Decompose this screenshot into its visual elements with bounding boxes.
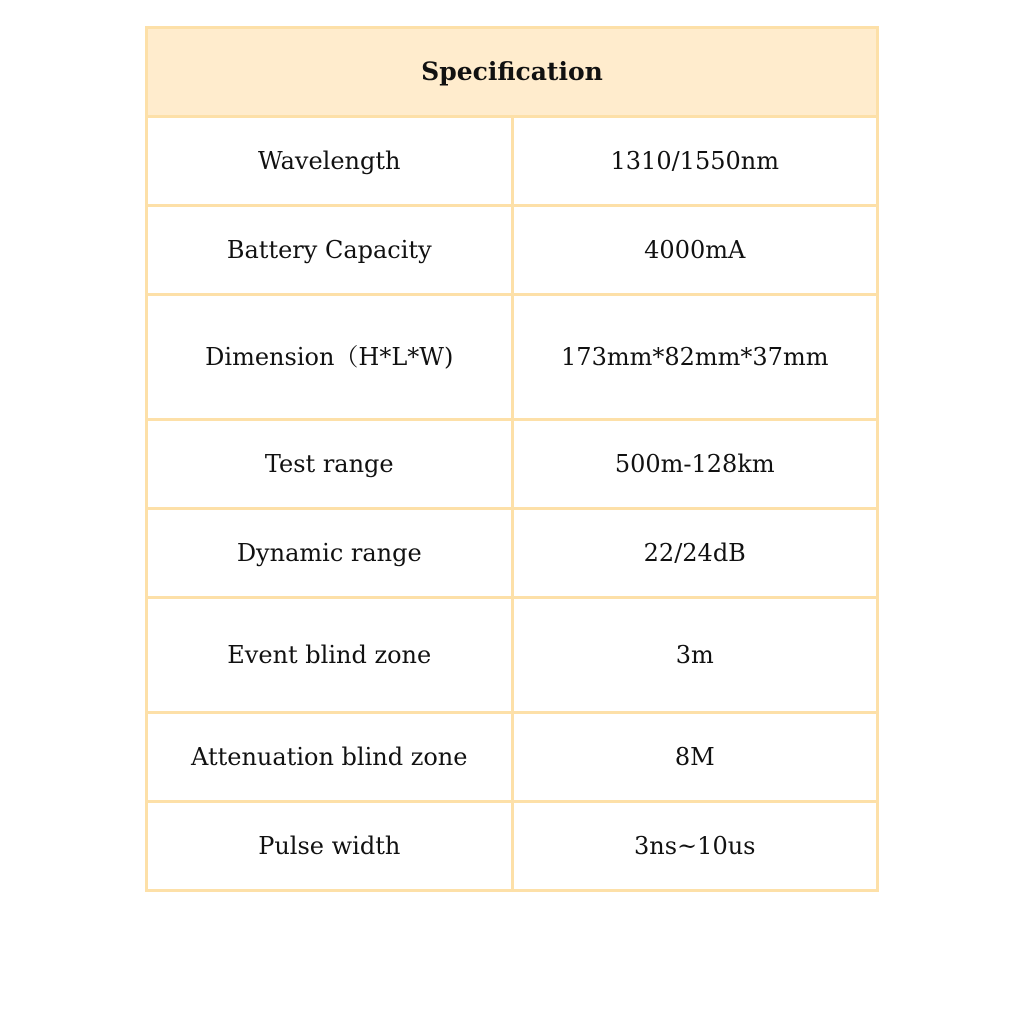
row-value: 3ns~10us: [512, 802, 878, 891]
header-row: [147, 28, 878, 117]
table-row: [147, 509, 878, 598]
table-row: [147, 802, 878, 891]
table-row: [147, 295, 878, 420]
table-header: Specification: [147, 28, 878, 117]
table-row: [147, 713, 878, 802]
table-row: [147, 420, 878, 509]
table-row: [147, 117, 878, 206]
row-value: 173mm*82mm*37mm: [512, 295, 878, 420]
row-label: Dimension（H*L*W): [147, 295, 513, 420]
row-value: 4000mA: [512, 206, 878, 295]
row-label: Wavelength: [147, 117, 513, 206]
row-label: Event blind zone: [147, 598, 513, 713]
row-value: 8M: [512, 713, 878, 802]
row-label: Battery Capacity: [147, 206, 513, 295]
row-value: 500m-128km: [512, 420, 878, 509]
row-label: Attenuation blind zone: [147, 713, 513, 802]
row-label: Pulse width: [147, 802, 513, 891]
row-label: Dynamic range: [147, 509, 513, 598]
spec-table: [145, 26, 879, 892]
row-value: 22/24dB: [512, 509, 878, 598]
row-label: Test range: [147, 420, 513, 509]
row-value: 3m: [512, 598, 878, 713]
table-row: [147, 598, 878, 713]
row-value: 1310/1550nm: [512, 117, 878, 206]
table-row: [147, 206, 878, 295]
